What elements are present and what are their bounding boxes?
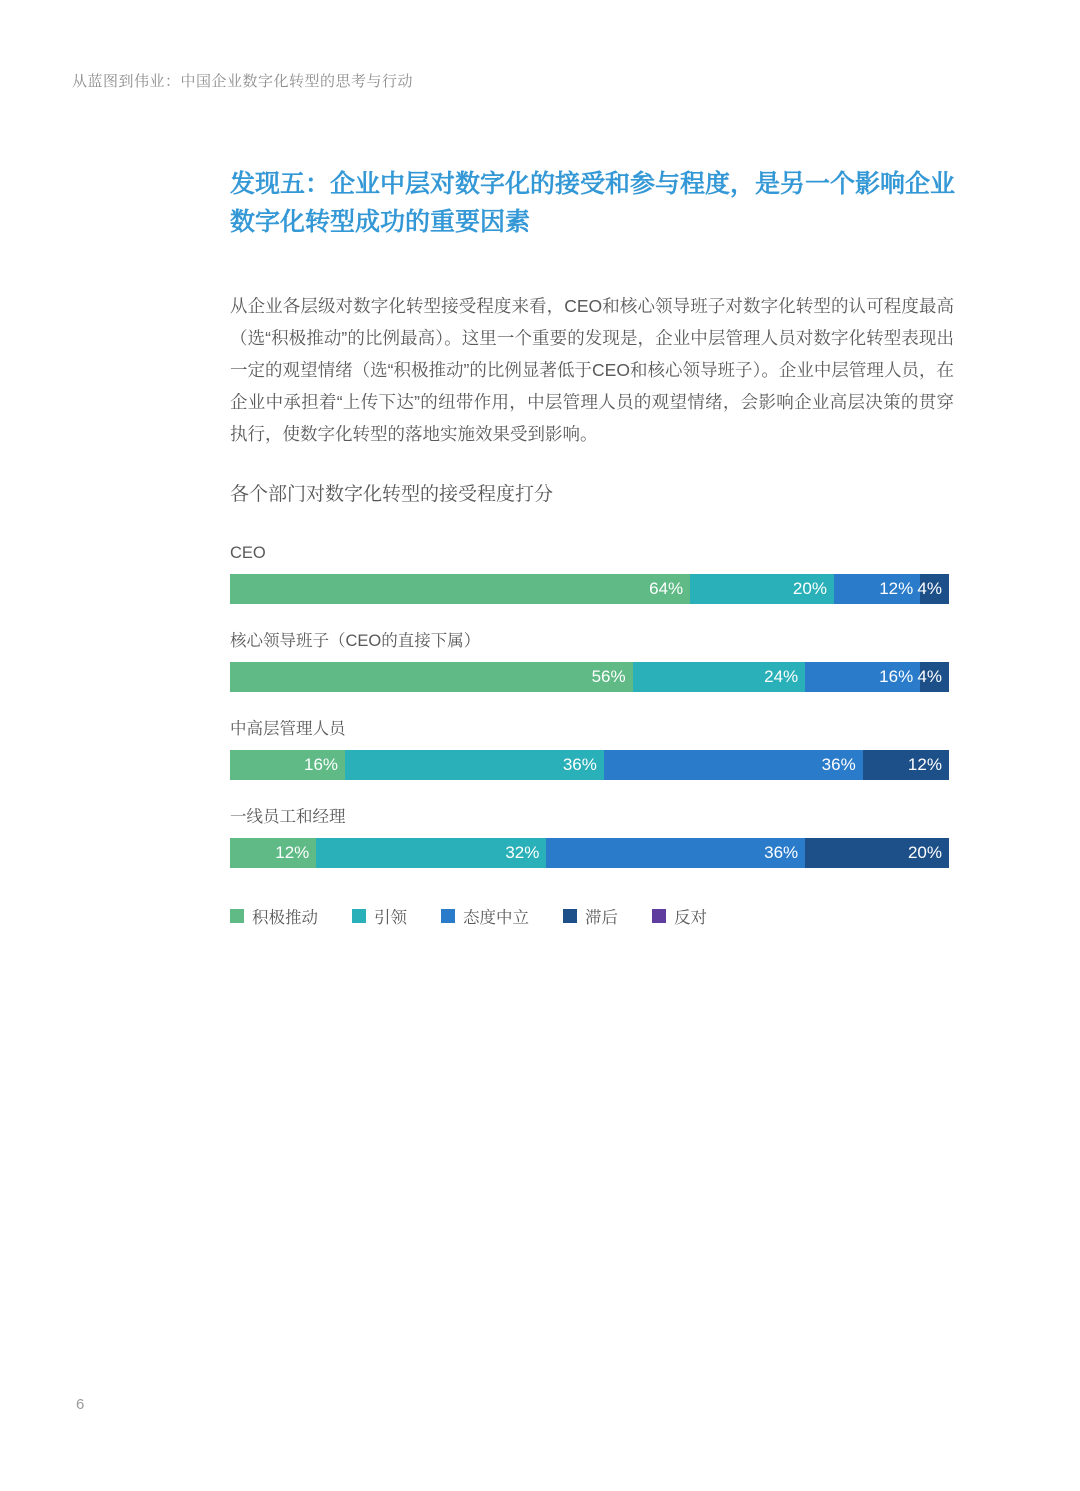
legend-label: 态度中立 (463, 909, 529, 927)
bar-segment (834, 574, 920, 604)
chart-title: 各个部门对数字化转型的接受程度打分 (230, 484, 554, 505)
chart-category-label: 中高层管理人员 (230, 720, 346, 738)
legend-label: 反对 (674, 909, 707, 927)
legend-swatch-icon (230, 909, 244, 923)
legend-item (652, 904, 707, 928)
bar-segment (805, 838, 949, 868)
bar-segment (546, 838, 805, 868)
bar-segment-value: 16% (304, 755, 339, 774)
legend-label: 积极推动 (252, 909, 318, 927)
bar-segment-value: 36% (764, 843, 799, 862)
bar-segment-value: 32% (505, 843, 540, 862)
stacked-bar-chart (230, 482, 949, 928)
bar-segment-value: 64% (649, 579, 684, 598)
chart-row (230, 542, 949, 604)
stacked-bar (230, 574, 949, 604)
bar-segment (805, 662, 920, 692)
chart-legend (230, 904, 949, 928)
bar-segment (316, 838, 546, 868)
bar-segment-value: 4% (917, 579, 942, 598)
legend-swatch-icon (563, 909, 577, 923)
legend-item (352, 904, 407, 928)
chart-category-label: 一线员工和经理 (230, 808, 346, 826)
bar-segment (230, 838, 316, 868)
chart-category-label: 核心领导班子（CEO的直接下属） (230, 632, 481, 650)
bar-segment (230, 662, 633, 692)
bar-segment (604, 750, 863, 780)
legend-swatch-icon (652, 909, 666, 923)
bar-segment (917, 574, 949, 604)
chart-row (230, 806, 949, 868)
bar-segment-value: 36% (562, 755, 597, 774)
chart-category-label: CEO (230, 544, 266, 562)
body-paragraph: 从企业各层级对数字化转型接受程度来看，CEO和核心领导班子对数字化转型的认可程度最高（选“积极推动”的比例最高）。这里一个重要的发现是，企业中层管理人员对数字化转型表现出一定的观望情绪（选“积极推动”的比例显著低于CEO和核心领导班子）。企业中层管理人员，在企业中承担着“上传下达”的纽带作用，中层管理人员的观望情绪，会影响企业高层决策的贯穿执行，使数字化转型的落地实施效果受到影响。 (230, 295, 954, 444)
bar-segment-value: 12% (907, 755, 942, 774)
bar-segment-value: 56% (591, 667, 626, 686)
bar-segment-value: 20% (792, 579, 827, 598)
bar-segment-value: 16% (879, 667, 914, 686)
bar-segment (345, 750, 604, 780)
bar-segment-value: 36% (821, 755, 856, 774)
bar-segment (230, 574, 690, 604)
page-number: 6 (76, 1396, 85, 1413)
legend-label: 滞后 (585, 909, 618, 927)
bar-segment (230, 750, 345, 780)
legend-item (230, 904, 318, 928)
bar-segment (917, 662, 949, 692)
legend-label: 引领 (374, 909, 407, 927)
bar-segment-value: 24% (764, 667, 799, 686)
legend-item (563, 904, 618, 928)
legend-swatch-icon (352, 909, 366, 923)
stacked-bar (230, 750, 949, 780)
bar-segment-value: 12% (275, 843, 310, 862)
chart-row (230, 630, 949, 692)
bar-segment (863, 750, 949, 780)
running-header: 从蓝图到伟业：中国企业数字化转型的思考与行动 (72, 73, 414, 90)
bar-segment-value: 4% (917, 667, 942, 686)
bar-segment (690, 574, 834, 604)
stacked-bar (230, 662, 949, 692)
bar-segment-value: 12% (879, 579, 914, 598)
stacked-bar (230, 838, 949, 868)
bar-segment (633, 662, 806, 692)
legend-swatch-icon (441, 909, 455, 923)
chart-row (230, 718, 949, 780)
chart-rows (230, 542, 949, 868)
bar-segment-value: 20% (907, 843, 942, 862)
legend-item (441, 904, 529, 928)
section-heading: 发现五：企业中层对数字化的接受和参与程度，是另一个影响企业数字化转型成功的重要因素 (230, 169, 956, 236)
